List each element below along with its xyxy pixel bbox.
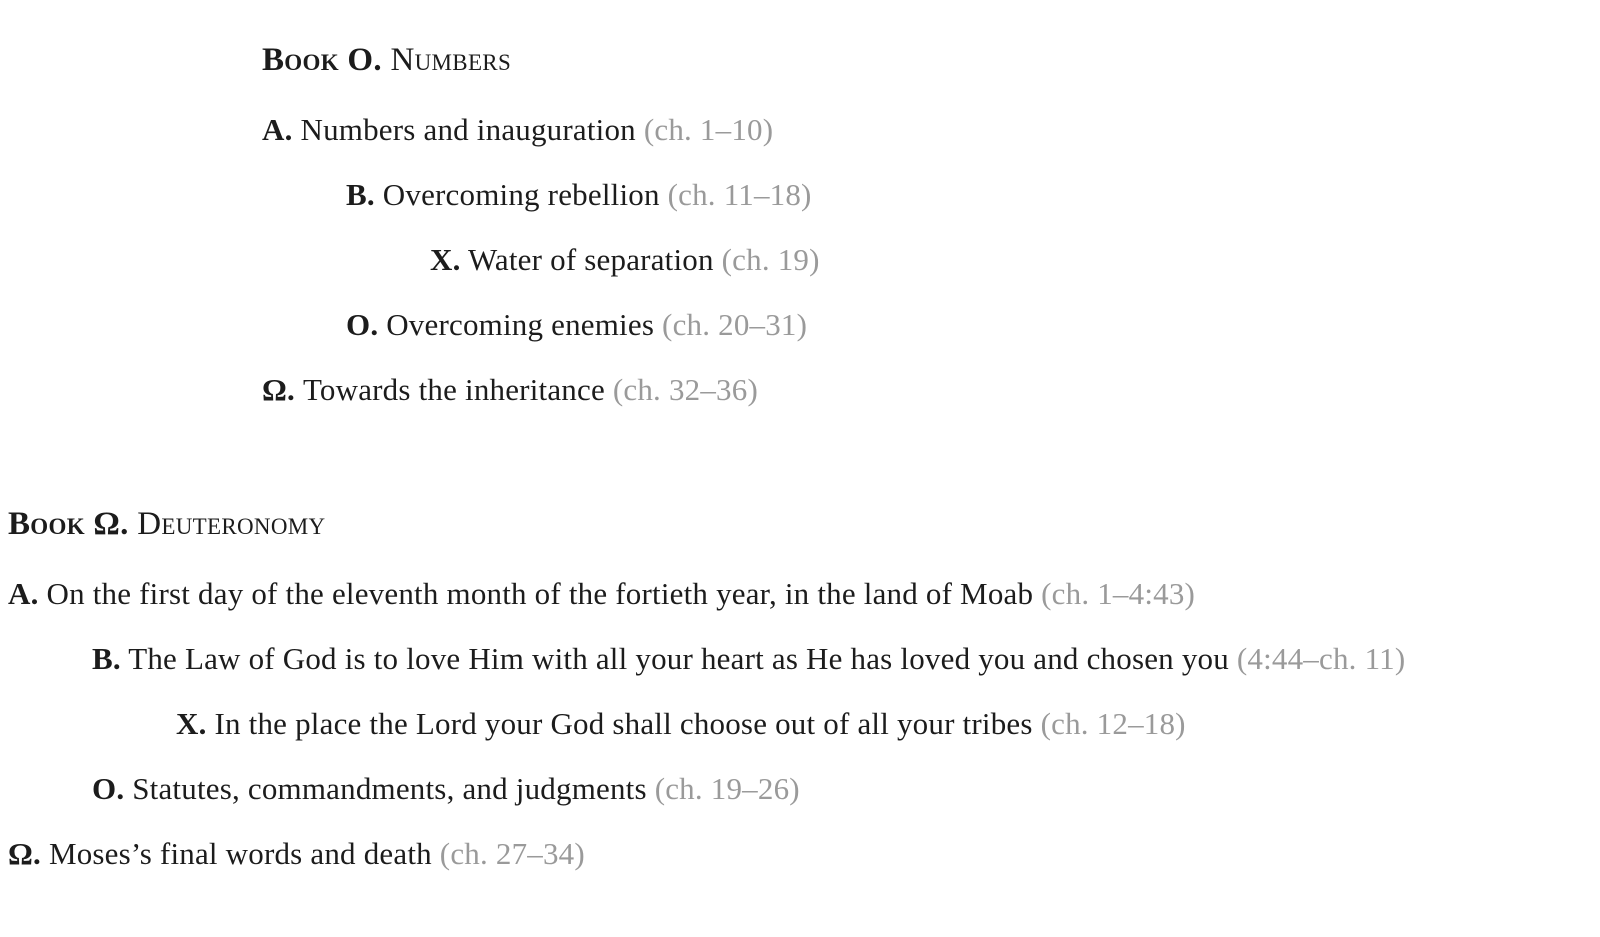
entry-range: (ch. 12–18) bbox=[1040, 706, 1186, 741]
entry-letter: A. bbox=[8, 576, 39, 611]
book-label: Book O. bbox=[262, 42, 382, 78]
entry-range: (ch. 1–10) bbox=[643, 112, 774, 147]
book-title: Deuteronomy bbox=[137, 506, 326, 542]
book-title: Numbers bbox=[390, 42, 512, 78]
entry-letter: B. bbox=[92, 641, 121, 676]
book-heading bbox=[8, 504, 325, 544]
entry-range: (ch. 27–34) bbox=[439, 836, 585, 871]
entry-text: Moses’s final words and death bbox=[48, 836, 432, 871]
entry-text: Overcoming rebellion bbox=[382, 177, 660, 212]
entry-letter: O. bbox=[92, 771, 125, 806]
outline-entry bbox=[262, 370, 758, 410]
entry-text: Water of separation bbox=[467, 242, 714, 277]
outline-entry bbox=[346, 175, 812, 215]
entry-range: (ch. 1–4:43) bbox=[1041, 576, 1196, 611]
outline-entry bbox=[430, 240, 820, 280]
outline-entry bbox=[262, 110, 773, 150]
entry-text: In the place the Lord your God shall choose out of all your tribes bbox=[214, 706, 1033, 741]
entry-text: Statutes, commandments, and judgments bbox=[132, 771, 647, 806]
outline-entry bbox=[92, 639, 1405, 679]
entry-range: (4:44–ch. 11) bbox=[1236, 641, 1406, 676]
entry-letter: Ω. bbox=[262, 372, 295, 407]
entry-range: (ch. 19–26) bbox=[654, 771, 800, 806]
entry-text: Towards the inheritance bbox=[302, 372, 605, 407]
book-numbers-section bbox=[262, 40, 820, 407]
entry-range: (ch. 19) bbox=[721, 242, 820, 277]
entry-text: Numbers and inauguration bbox=[300, 112, 636, 147]
outline-entry bbox=[92, 769, 800, 809]
entry-range: (ch. 20–31) bbox=[662, 307, 808, 342]
entry-text: The Law of God is to love Him with all your heart as He has loved you and chosen you bbox=[128, 641, 1229, 676]
book-deuteronomy-section bbox=[8, 504, 1406, 871]
entry-letter: A. bbox=[262, 112, 293, 147]
outline-entry bbox=[346, 305, 807, 345]
entry-range: (ch. 11–18) bbox=[667, 177, 812, 212]
entry-text: Overcoming enemies bbox=[386, 307, 655, 342]
entry-letter: X. bbox=[176, 706, 207, 741]
entry-letter: Ω. bbox=[8, 836, 41, 871]
outline-entry bbox=[176, 704, 1186, 744]
book-label: Book Ω. bbox=[8, 506, 129, 542]
outline-entry bbox=[8, 574, 1195, 614]
entry-letter: B. bbox=[346, 177, 375, 212]
book-heading bbox=[262, 40, 511, 80]
outline-entry bbox=[8, 834, 585, 874]
entry-range: (ch. 32–36) bbox=[612, 372, 758, 407]
entry-letter: O. bbox=[346, 307, 379, 342]
entry-letter: X. bbox=[430, 242, 461, 277]
entry-text: On the first day of the eleventh month of the fortieth year, in the land of Moab bbox=[46, 576, 1034, 611]
